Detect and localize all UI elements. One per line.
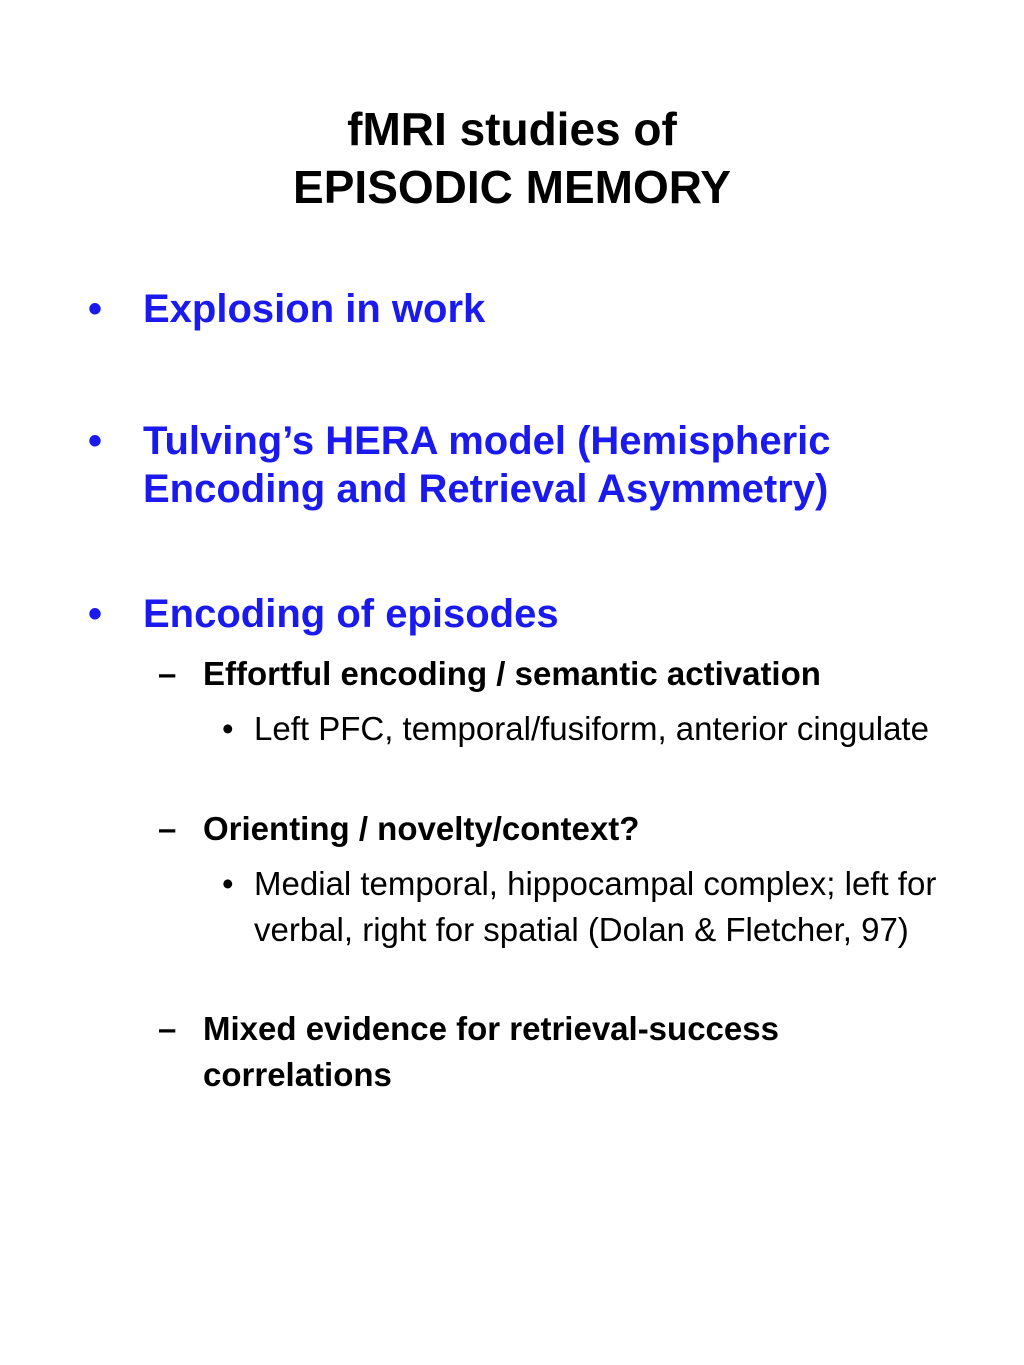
sub-sub-item-text: Medial temporal, hippocampal complex; left for verbal, right for spatial (Dolan & Fletcher, 97): [254, 865, 937, 948]
sub-item-mixed-evidence: [158, 1006, 958, 1098]
title-line-1: fMRI studies of: [347, 103, 677, 155]
dash-icon: –: [158, 1010, 177, 1047]
bullet-icon: •: [88, 287, 103, 331]
sub-sub-item-medial-temporal: [222, 861, 942, 953]
bullet-text: Explosion in work: [143, 287, 486, 331]
sub-item-text: Orienting / novelty/context?: [203, 810, 640, 847]
bullet-text: Encoding of episodes: [143, 592, 559, 636]
bullet-text: Tulving’s HERA model (Hemispheric Encoding and Retrieval Asymmetry): [143, 419, 831, 511]
title-line-2: EPISODIC MEMORY: [293, 161, 731, 213]
bullet-icon: •: [88, 592, 103, 636]
slide-title: [0, 100, 1024, 216]
dash-icon: –: [158, 655, 177, 692]
sub-item-orienting: [158, 806, 958, 852]
bullet-icon: •: [88, 419, 103, 463]
bullet-hera-model: [88, 417, 968, 513]
bullet-explosion-in-work: [88, 285, 968, 333]
bullet-icon: •: [222, 865, 234, 902]
dash-icon: –: [158, 810, 177, 847]
sub-sub-item-left-pfc: [222, 706, 942, 752]
sub-item-effortful-encoding: [158, 651, 958, 697]
bullet-icon: •: [222, 710, 234, 747]
sub-item-text: Effortful encoding / semantic activation: [203, 655, 821, 692]
sub-sub-item-text: Left PFC, temporal/fusiform, anterior cingulate: [254, 710, 929, 747]
bullet-encoding-of-episodes: [88, 590, 968, 638]
sub-item-text: Mixed evidence for retrieval-success correlations: [203, 1010, 779, 1093]
